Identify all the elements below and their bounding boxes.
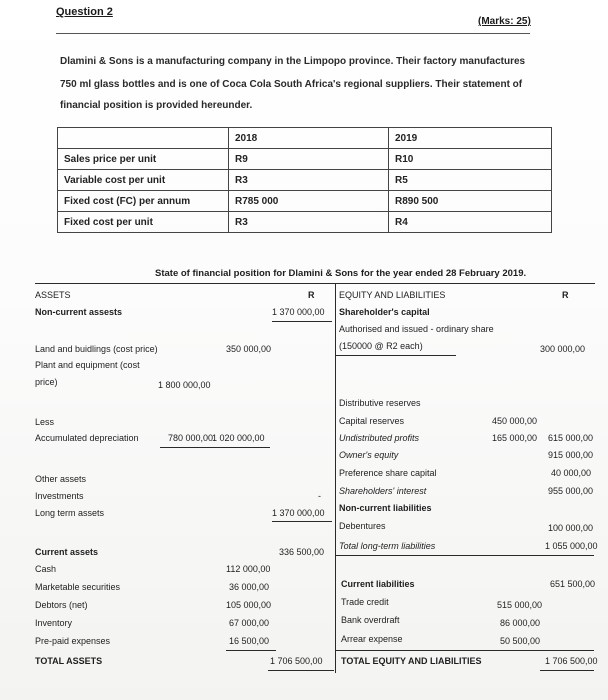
- prepaid-label: Pre-paid expenses: [35, 636, 111, 646]
- current-assets-total: 336 500,00: [279, 547, 325, 557]
- non-current-heading: Non-current assests: [35, 307, 123, 317]
- inventory-label: Inventory: [35, 618, 73, 628]
- arrear-label: Arrear expense: [341, 634, 403, 644]
- inventory-value: 67 000,00: [229, 618, 270, 628]
- ncl-heading: Non-current liabilities: [339, 503, 432, 513]
- right-r-heading: R: [562, 290, 569, 300]
- preference-value: 40 000,00: [551, 468, 592, 478]
- shares-label: (150000 @ R2 each): [339, 341, 423, 351]
- intro-line-1: Dlamini & Sons is a manufacturing company in the Limpopo province. Their factory manufactures: [60, 56, 526, 67]
- capital-reserves-label: Capital reserves: [339, 416, 405, 426]
- acc-dep-label: Accumulated depreciation: [35, 433, 139, 443]
- sh-interest-label: Shareholders' interest: [339, 486, 427, 496]
- undistributed-value: 165 000,00: [492, 433, 538, 443]
- plant-label-1: Plant and equipment (cost: [35, 360, 140, 370]
- sfp-divider: [335, 283, 336, 673]
- rule: [226, 650, 276, 651]
- land-label: Land and buidlings (cost price): [35, 344, 158, 354]
- long-term-value: 1 370 000,00: [272, 508, 325, 518]
- plant-label-2: price): [35, 377, 58, 387]
- investments-label: Investments: [35, 491, 84, 501]
- table-row: Sales price per unit R9 R10: [58, 149, 552, 170]
- debentures-label: Debentures: [339, 521, 386, 531]
- acc-dep-net: 1 020 000,00: [212, 433, 265, 443]
- cost-table: [57, 127, 552, 233]
- sh-capital-heading: Shareholder's capital: [339, 307, 430, 317]
- cash-label: Cash: [35, 564, 57, 574]
- authorised-label: Authorised and issued - ordinary share: [339, 324, 494, 334]
- owners-equity-label: Owner's equity: [339, 450, 399, 460]
- undistributed-label: Undistributed profits: [339, 433, 420, 443]
- assets-heading: ASSETS: [35, 290, 71, 300]
- intro-line-2: 750 ml glass bottles and is one of Coca Cola South Africa's regional suppliers. Their statement of: [60, 79, 523, 90]
- investments-value: -: [318, 491, 321, 501]
- sfp-title: State of financial position for Dlamini & Sons for the year ended 28 February 2019.: [155, 268, 527, 279]
- plant-value: 1 800 000,00: [158, 380, 211, 390]
- arrear-value: 50 500,00: [500, 636, 541, 646]
- long-term-label: Long term assets: [35, 508, 105, 518]
- cost-table-header: [58, 128, 552, 149]
- table-row: Fixed cost per unit R3 R4: [58, 212, 552, 233]
- total-eq-value: 1 706 500,00: [545, 656, 598, 666]
- trade-credit-label: Trade credit: [341, 597, 389, 607]
- table-row: Fixed cost (FC) per annum R785 000 R890 500: [58, 191, 552, 212]
- sfp-top-rule: [35, 283, 595, 284]
- header-rule: [56, 33, 530, 34]
- rule: [160, 447, 270, 448]
- preference-label: Preference share capital: [339, 468, 437, 478]
- owners-equity-value: 915 000,00: [548, 450, 594, 460]
- rule: [336, 355, 456, 356]
- debtors-value: 105 000,00: [226, 600, 272, 610]
- other-assets-label: Other assets: [35, 474, 87, 484]
- marketable-label: Marketable securities: [35, 582, 121, 592]
- acc-dep-value: 780 000,00: [168, 433, 214, 443]
- debtors-label: Debtors (net): [35, 600, 88, 610]
- current-liab-heading: Current liabilities: [341, 579, 415, 589]
- rule: [272, 521, 332, 522]
- distributive-label: Distributive reserves: [339, 398, 421, 408]
- undistributed-total: 615 000,00: [548, 433, 594, 443]
- total-ltl-label: Total long-term liabilities: [339, 541, 436, 551]
- rule: [272, 321, 332, 322]
- less-label: Less: [35, 417, 55, 427]
- marks-label: (Marks: 25): [478, 16, 531, 27]
- capital-reserves-value: 450 000,00: [492, 416, 538, 426]
- debentures-value: 100 000,00: [548, 523, 594, 533]
- total-assets-value: 1 706 500,00: [270, 656, 323, 666]
- bank-od-label: Bank overdraft: [341, 615, 400, 625]
- land-value: 350 000,00: [226, 344, 272, 354]
- cash-value: 112 000,00: [226, 564, 271, 574]
- current-liab-value: 651 500,00: [550, 579, 596, 589]
- rule: [540, 670, 594, 671]
- sh-interest-value: 955 000,00: [548, 486, 594, 496]
- total-eq-label: TOTAL EQUITY AND LIABILITIES: [341, 656, 482, 666]
- table-row: Variable cost per unit R3 R5: [58, 170, 552, 191]
- rule: [268, 670, 334, 671]
- prepaid-value: 16 500,00: [229, 636, 270, 646]
- total-ltl-value: 1 055 000,00: [545, 541, 598, 551]
- marketable-value: 36 000,00: [229, 582, 270, 592]
- equity-heading: EQUITY AND LIABILITIES: [339, 290, 446, 300]
- shares-value: 300 000,00: [540, 344, 586, 354]
- total-assets-label: TOTAL ASSETS: [35, 656, 103, 666]
- col-2019: 2019: [389, 128, 552, 149]
- rule: [336, 555, 594, 556]
- total-nca-value: 1 370 000,00: [272, 307, 325, 317]
- intro-line-3: financial position is provided hereunder.: [60, 100, 253, 111]
- trade-credit-value: 515 000,00: [497, 600, 543, 610]
- col-2018: 2018: [229, 128, 389, 149]
- current-assets-heading: Current assets: [35, 547, 99, 557]
- left-r-heading: R: [308, 290, 315, 300]
- bank-od-value: 86 000,00: [500, 618, 541, 628]
- rule: [336, 650, 594, 651]
- question-title: Question 2: [56, 6, 113, 18]
